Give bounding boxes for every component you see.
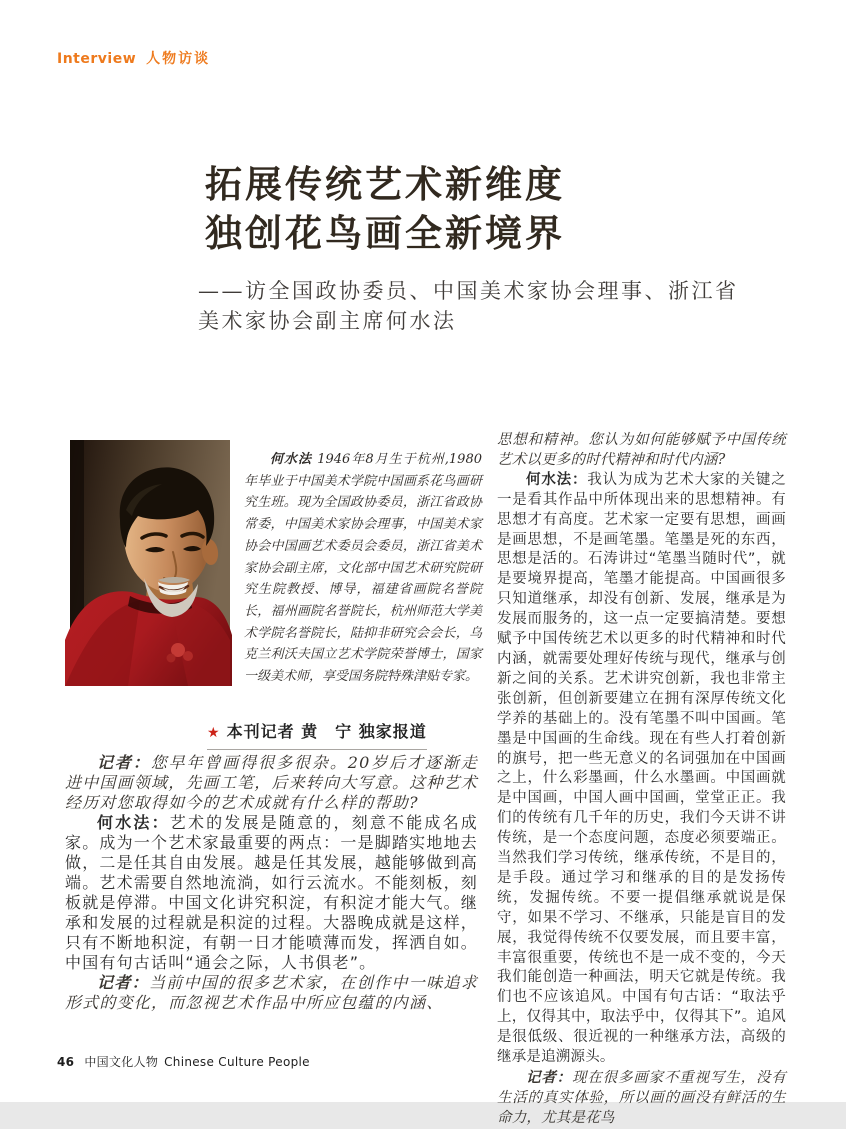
section-label xyxy=(57,48,210,68)
section-label-cn: 人物访谈 xyxy=(146,51,211,67)
article-column-right xyxy=(497,431,786,1129)
speaker-label: 记者： xyxy=(97,973,149,992)
paragraph: 思想和精神。您认为如何能够赋予中国传统艺术以更多的时代精神和时代内涵? xyxy=(497,432,786,468)
speaker-label: 记者： xyxy=(97,753,151,772)
page-number: 46 xyxy=(57,1055,75,1069)
portrait-photo-illustration xyxy=(70,440,230,686)
article-title-line2: 独创花鸟画全新境界 xyxy=(205,211,565,255)
byline-text: 本刊记者 黄 宁 独家报道 xyxy=(226,722,427,741)
paragraph: 记者：现在很多画家不重视写生，没有生活的真实体验，所以画的画没有鲜活的生命力，尤其是花鸟 xyxy=(497,1069,786,1126)
bio-text: 1946年8月生于杭州,1980年毕业于中国美术学院中国画系花鸟画研究生班。现为全国政协委员，浙江省政协常委，中国美术家协会理事，中国美术家协会中国画艺术委员会委员，浙江省美术家协会副主席，文化部中国艺术研究院研究生院教授、博导，福建省画院名誉院长，福州画院名誉院长，杭州师范大学美术学院名誉院长，陆抑非研究会会长，乌克兰利沃夫国立艺术学院荣誉博士，国家一级美术师，享受国务院特殊津贴专家。 xyxy=(244,452,482,685)
reporter-byline xyxy=(207,719,427,750)
article-subtitle xyxy=(198,276,783,336)
section-label-en: Interview xyxy=(57,51,137,67)
speaker-label: 何水法： xyxy=(526,471,588,488)
paragraph: 记者：当前中国的很多艺术家，在创作中一味追求形式的变化，而忽视艺术作品中所应包蕴的内涵、 xyxy=(65,973,478,1012)
article-title-line1: 拓展传统艺术新维度 xyxy=(205,162,565,206)
article-subtitle-line2: 美术家协会副主席何水法 xyxy=(198,309,457,333)
article-subtitle-line1: ——访全国政协委员、中国美术家协会理事、浙江省 xyxy=(198,279,739,303)
magazine-name-cn: 中国文化人物 xyxy=(84,1055,159,1069)
star-icon: ★ xyxy=(207,725,221,741)
bio-name: 何水法 xyxy=(270,452,313,467)
speaker-label: 何水法： xyxy=(97,813,170,832)
article-title xyxy=(205,160,565,258)
page-footer xyxy=(57,1053,310,1070)
paragraph: 何水法：我认为成为艺术大家的关键之一是看其作品中所体现出来的思想精神。有思想才有高度。艺术家一定要有思想，画画是画思想，不是画笔墨。笔墨是死的东西，思想是活的。石涛讲过“笔墨当随时代”，就是要境界提高，笔墨才能提高。中国画很多只知道继承，却没有创新、发展，继承是为发展而服务的，这一点一定要搞清楚。要想赋予中国传统艺术以更多的时代精神和时代内涵，就需要处理好传统与现代，继承与创新之间的关系。艺术讲究创新，我也非常主张创新，但创新要建立在拥有深厚传统文化学养的基础上的。没有笔墨不叫中国画。笔墨是中国画的生命线。现在有些人打着创新的旗号，把一些无意义的名词强加在中国画之上，什么彩墨画，什么水墨画。中国画就是中国画，中国人画中国画，堂堂正正。我们的传统有几千年的历史，我们今天讲不讲传统，是一个态度问题，态度必须要端正。当然我们学习传统，继承传统，不是目的，是手段。通过学习和继承的目的是发扬传统，发掘传统。不要一提倡继承就说是保守，如果不学习、不继承，只能是盲目的发展，我觉得传统不仅要发展，而且要丰富，丰富很重要，传统也不是一成不变的，今天我们能创造一种画法，明天它就是传统。我们也不应该追风。中国有句古话：“取法乎上，仅得其中，取法乎中，仅得其下”。追风是很低级、很近视的一种继承方法，高级的继承是追溯源头。 xyxy=(497,471,786,1066)
portrait-photo xyxy=(70,440,230,686)
paragraph: 何水法：艺术的发展是随意的，刻意不能成名成家。成为一个艺术家最重要的两点：一是脚踏实地地去做，二是任其自由发展。越是任其发展，越能够做到高端。艺术需要自然地流淌，如行云流水。不能刻板，刻板就是停滞。中国文化讲究积淀，有积淀才能大气。继承和发展的过程就是积淀的过程。大器晚成就是这样，只有不断地积淀，有朝一日才能喷薄而发，挥洒自如。中国有句古话叫“通会之际，人书俱老”。 xyxy=(65,813,478,972)
speaker-label: 记者： xyxy=(526,1069,572,1086)
paragraph: 记者：您早年曾画得很多很杂。20岁后才逐渐走进中国画领域，先画工笔，后来转向大写意。这种艺术经历对您取得如今的艺术成就有什么样的帮助? xyxy=(65,753,478,812)
article-column-left xyxy=(65,753,478,1013)
magazine-name-en: Chinese Culture People xyxy=(164,1055,310,1069)
bio-paragraph xyxy=(244,449,482,688)
